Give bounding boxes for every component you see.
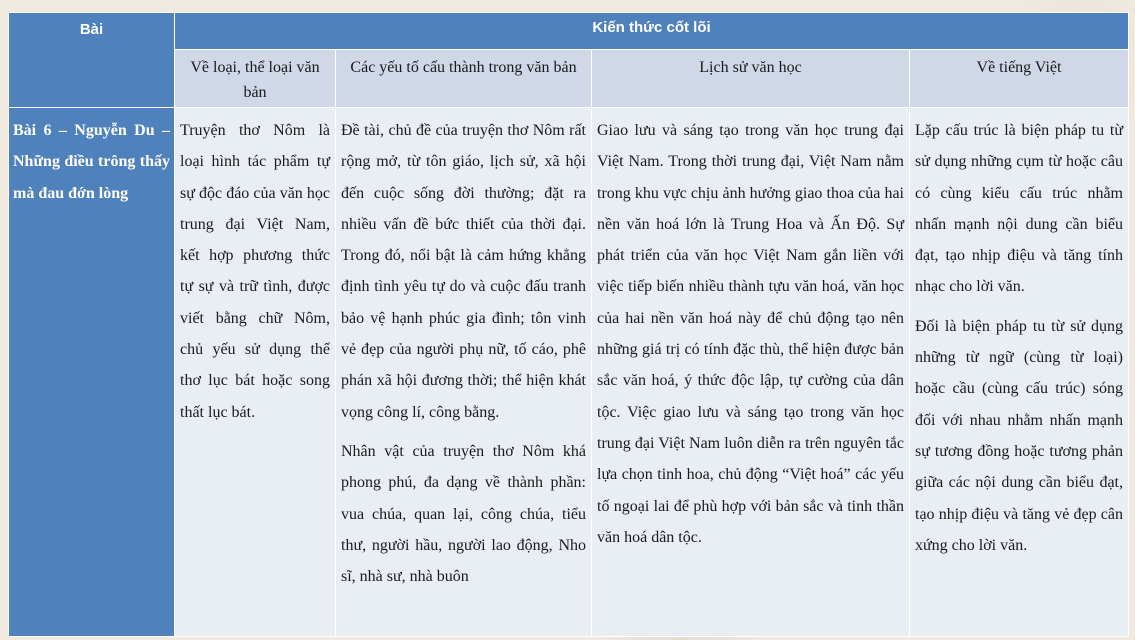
- cell-genre: [175, 108, 336, 637]
- header-literary-history: Lịch sử văn học: [592, 50, 910, 108]
- header-vietnamese-language: Về tiếng Việt: [910, 50, 1129, 108]
- knowledge-table: [8, 12, 1129, 637]
- header-core-knowledge: Kiến thức cốt lõi: [175, 13, 1129, 50]
- vietnamese-paragraph-2: Đối là biện pháp tu từ sử dụng những từ ngữ (cùng từ loại) hoặc cầu (cùng cấu trúc) sóng đối với nhau nhằm nhấn mạnh sự tương đồng hoặc tương phản giữa các nội dung cần biểu đạt, tạo nhịp điệu và tăng vẻ đẹp cân xứng cho lời văn.: [915, 317, 1123, 554]
- text-elements-paragraph-1: Đề tài, chủ đề của truyện thơ Nôm rất rộng mở, từ tôn giáo, lịch sử, xã hội đến cuộc sống đời thường; đặt ra nhiều vấn đề bức thiết của thời đại. Trong đó, nổi bật là cảm hứng khẳng định tình yêu tự do và cuộc đấu tranh bảo vệ hạnh phúc gia đình; tôn vinh vẻ đẹp của người phụ nữ, tố cáo, phê phán xã hội đương thời; thể hiện khát vọng công lí, công bằng.: [341, 122, 586, 421]
- vietnamese-paragraph-1: Lặp cấu trúc là biện pháp tu từ sử dụng những cụm từ hoặc câu có cùng kiểu cấu trúc nhằm nhấn mạnh nội dung cần biểu đạt, tạo nhịp điệu và tăng tính nhạc cho lời văn.: [915, 122, 1123, 296]
- text-elements-paragraph-2: Nhân vật của truyện thơ Nôm khá phong phú, đa dạng về thành phần: vua chúa, quan lại, công chúa, tiểu thư, người hầu, người lao động, Nho sĩ, nhà sư, nhà buôn: [341, 442, 586, 586]
- header-bai: Bài: [9, 13, 175, 108]
- literary-history-paragraph: Giao lưu và sáng tạo trong văn học trung đại Việt Nam. Trong thời trung đại, Việt Nam nằm trong khu vực chịu ảnh hưởng giao thoa của hai nền văn hoá lớn là Trung Hoa và Ấn Độ. Sự phát triển của văn học Việt Nam gắn liền với việc tiếp biến nhiều thành tựu văn hoá, văn học của hai nền văn hoá này để chủ động tạo nên những giá trị có tính đặc thù, thể hiện được bản sắc văn hoá, ý thức độc lập, tự cường của dân tộc. Việc giao lưu và sáng tạo trong văn học trung đại Việt Nam luôn diễn ra trên nguyên tắc lựa chọn tinh hoa, chủ động “Việt hoá” các yếu tố ngoại lai để phù hợp với bản sắc và tinh thần văn hoá dân tộc.: [597, 122, 904, 546]
- header-text-elements: Các yếu tố cấu thành trong văn bản: [336, 50, 592, 108]
- knowledge-table-container: [8, 12, 1128, 637]
- header-row-sub: [9, 50, 1129, 108]
- cell-text-elements: [336, 108, 592, 637]
- lesson-title: Bài 6 – Nguyễn Du – Những điều trông thấy mà đau đớn lòng: [9, 108, 175, 637]
- table-row: [9, 108, 1129, 637]
- header-genre: Về loại, thể loại văn bản: [175, 50, 336, 108]
- header-row-top: [9, 13, 1129, 50]
- cell-literary-history: [592, 108, 910, 637]
- genre-paragraph: Truyện thơ Nôm là loại hình tác phẩm tự sự độc đáo của văn học trung đại Việt Nam, kết hợp phương thức tự sự và trữ tình, được viết bằng chữ Nôm, chủ yếu sử dụng thể thơ lục bát hoặc song thất lục bát.: [180, 122, 330, 421]
- cell-vietnamese-language: [910, 108, 1129, 637]
